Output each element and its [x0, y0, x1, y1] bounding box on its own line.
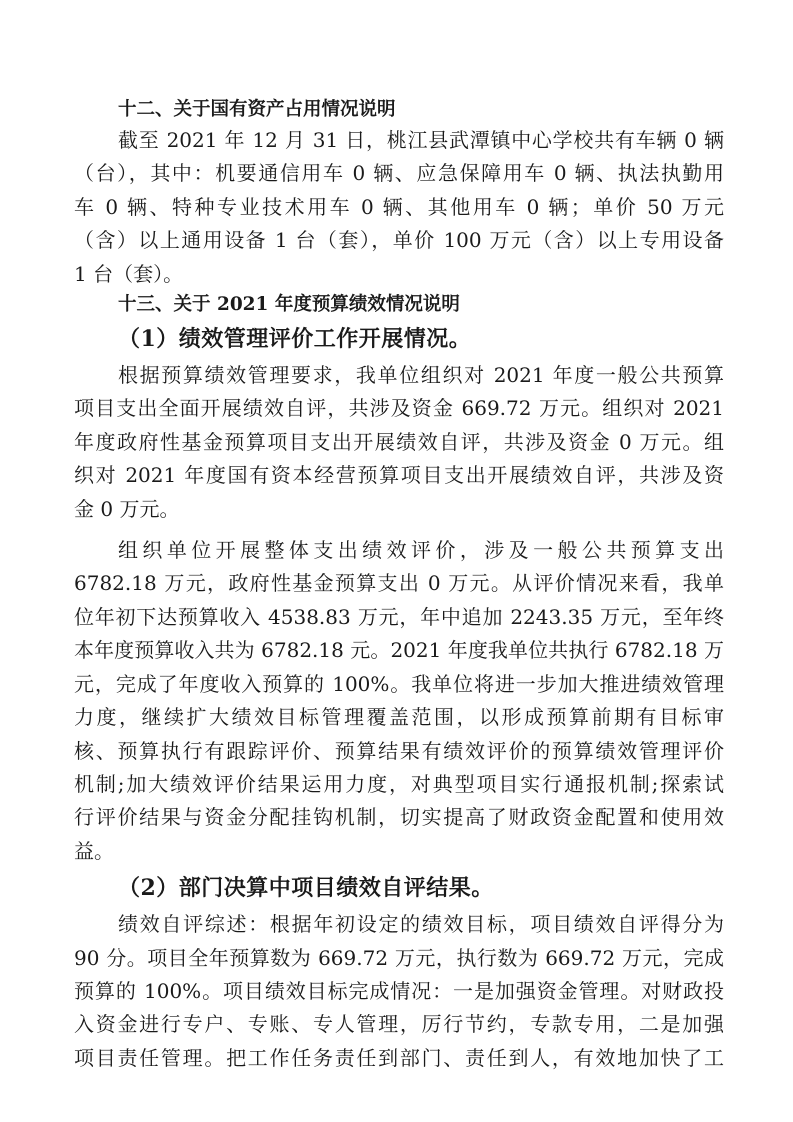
- text-line: （台），其中：机要通信用车 0 辆、应急保障用车 0 辆、执法执勤用: [74, 161, 724, 186]
- text-line: 年度政府性基金预算项目支出开展绩效自评，共涉及资金 0 万元。组: [74, 429, 724, 454]
- text-line: 入资金进行专户、专账、专人管理，厉行节约，专款专用，二是加强: [74, 1012, 724, 1037]
- text-line: 6782.18 万元，政府性基金预算支出 0 万元。从评价情况来看，我单: [74, 571, 724, 596]
- sub-heading-1: （1）绩效管理评价工作开展情况。: [118, 326, 472, 353]
- text-line: 核、预算执行有跟踪评价、预算结果有绩效评价的预算绩效管理评价: [74, 738, 724, 763]
- section-12-heading: 十二、关于国有资产占用情况说明: [118, 99, 396, 120]
- section-13-heading: 十三、关于 2021 年度预算绩效情况说明: [118, 294, 460, 316]
- text-line: （含）以上通用设备 1 台（套），单价 100 万元（含）以上专用设备: [74, 228, 724, 253]
- section-12-paragraph: [74, 124, 724, 291]
- text-line: 力度，继续扩大绩效目标管理覆盖范围，以形成预算前期有目标审: [74, 705, 724, 730]
- text-line: 织对 2021 年度国有资本经营预算项目支出开展绩效自评，共涉及资: [74, 463, 724, 488]
- sub-heading-2: （2）部门决算中项目绩效自评结果。: [118, 875, 494, 902]
- sub1-paragraph-1: [74, 359, 724, 526]
- text-line: 元，完成了年度收入预算的 100%。我单位将进一步加大推进绩效管理: [74, 671, 724, 696]
- sub2-paragraph-1: [74, 908, 724, 1075]
- text-line: 截至 2021 年 12 月 31 日，桃江县武潭镇中心学校共有车辆 0 辆: [118, 128, 724, 152]
- text-line: 行评价结果与资金分配挂钩机制，切实提高了财政资金配置和使用效: [74, 805, 724, 830]
- text-line: 本年度预算收入共为 6782.18 元。2021 年度我单位共执行 6782.18 万: [74, 638, 724, 663]
- text-line: 根据预算绩效管理要求，我单位组织对 2021 年度一般公共预算: [118, 363, 724, 388]
- text-line: 益。: [74, 838, 114, 863]
- text-line: 绩效自评综述：根据年初设定的绩效目标，项目绩效自评得分为: [118, 912, 724, 937]
- text-line: 金 0 万元。: [74, 496, 180, 521]
- sub1-paragraph-2: [74, 534, 724, 868]
- text-line: 组织单位开展整体支出绩效评价，涉及一般公共预算支出: [118, 538, 724, 563]
- text-line: 机制;加大绩效评价结果运用力度，对典型项目实行通报机制;探索试: [74, 771, 724, 796]
- text-line: 90 分。项目全年预算数为 669.72 万元，执行数为 669.72 万元，完成: [74, 945, 724, 970]
- text-line: 项目责任管理。把工作任务责任到部门、责任到人，有效地加快了工: [74, 1045, 724, 1070]
- text-line: 项目支出全面开展绩效自评，共涉及资金 669.72 万元。组织对 2021: [74, 396, 724, 421]
- text-line: 车 0 辆、特种专业技术用车 0 辆、其他用车 0 辆；单价 50 万元: [74, 194, 724, 219]
- text-line: 预算的 100%。项目绩效目标完成情况：一是加强资金管理。对财政投: [74, 978, 724, 1003]
- text-line: 1 台（套）。: [74, 261, 184, 286]
- document-page: [74, 96, 724, 1075]
- text-line: 位年初下达预算收入 4538.83 万元，年中追加 2243.35 万元，至年终: [74, 604, 724, 629]
